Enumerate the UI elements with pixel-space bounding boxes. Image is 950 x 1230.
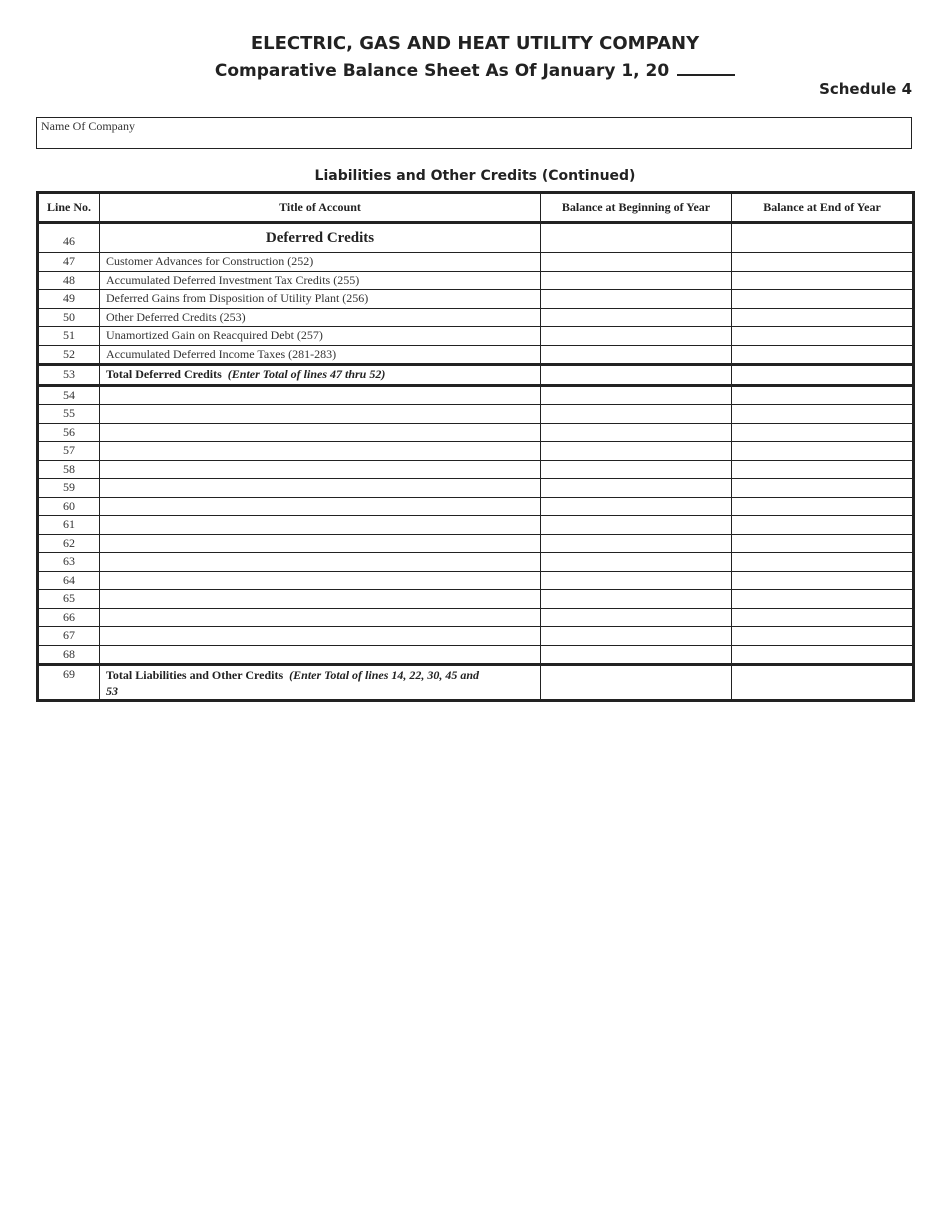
line-number: 68: [38, 645, 100, 665]
column-header-balance-beginning: Balance at Beginning of Year: [541, 193, 732, 223]
table-row: [38, 290, 914, 309]
table-row: [38, 327, 914, 346]
line-number: 55: [38, 405, 100, 424]
balance-beginning-cell[interactable]: [541, 627, 732, 646]
blank-row: [38, 405, 914, 424]
balance-beginning-cell[interactable]: [541, 665, 732, 701]
balance-end-cell[interactable]: [732, 608, 914, 627]
balance-end-cell[interactable]: [732, 460, 914, 479]
column-header-line-no: Line No.: [38, 193, 100, 223]
table-row: [38, 271, 914, 290]
form-title: ELECTRIC, GAS AND HEAT UTILITY COMPANY: [250, 33, 700, 54]
account-title-entry[interactable]: [100, 479, 541, 498]
balance-beginning-cell[interactable]: [541, 253, 732, 272]
balance-beginning-cell[interactable]: [541, 608, 732, 627]
account-title-entry[interactable]: [100, 645, 541, 665]
column-header-title: Title of Account: [100, 193, 541, 223]
balance-beginning-cell[interactable]: [541, 497, 732, 516]
table-row: [38, 308, 914, 327]
line-number: 69: [38, 665, 100, 701]
account-title-entry[interactable]: [100, 442, 541, 461]
total-deferred-credits-title: [100, 365, 541, 386]
balance-end-cell[interactable]: [732, 290, 914, 309]
table-row: [38, 345, 914, 365]
line-number: 52: [38, 345, 100, 365]
section-title: Liabilities and Other Credits (Continued): [314, 168, 636, 184]
company-name-label: Name Of Company: [41, 119, 135, 133]
balance-sheet-table: [36, 191, 915, 702]
blank-row: [38, 627, 914, 646]
total-liabilities-title: [100, 665, 541, 701]
balance-beginning-cell[interactable]: [541, 290, 732, 309]
year-blank-field[interactable]: [677, 60, 735, 76]
line-number: 50: [38, 308, 100, 327]
account-title: Deferred Gains from Disposition of Utility Plant (256): [100, 290, 541, 309]
line-number: 54: [38, 385, 100, 405]
table-header-row: [38, 193, 914, 223]
balance-end-cell[interactable]: [732, 327, 914, 346]
line-number: 51: [38, 327, 100, 346]
blank-row: [38, 608, 914, 627]
balance-beginning-cell[interactable]: [541, 405, 732, 424]
line-number: 62: [38, 534, 100, 553]
balance-end-cell[interactable]: [732, 365, 914, 386]
account-title-entry[interactable]: [100, 608, 541, 627]
line-number: 58: [38, 460, 100, 479]
balance-end-cell[interactable]: [732, 553, 914, 572]
balance-beginning-cell[interactable]: [541, 534, 732, 553]
blank-row: [38, 385, 914, 405]
balance-end-cell[interactable]: [732, 590, 914, 609]
blank-row: [38, 460, 914, 479]
blank-row: [38, 534, 914, 553]
account-title: Other Deferred Credits (253): [100, 308, 541, 327]
blank-row: [38, 590, 914, 609]
balance-beginning-cell[interactable]: [541, 571, 732, 590]
balance-beginning-cell[interactable]: [541, 645, 732, 665]
balance-end-cell[interactable]: [732, 497, 914, 516]
balance-beginning-cell[interactable]: [541, 479, 732, 498]
balance-end-cell[interactable]: [732, 271, 914, 290]
balance-beginning-cell[interactable]: [541, 442, 732, 461]
blank-row: [38, 497, 914, 516]
total-deferred-credits-row: [38, 365, 914, 386]
balance-end-cell[interactable]: [732, 479, 914, 498]
balance-beginning-cell[interactable]: [541, 365, 732, 386]
line-number: 49: [38, 290, 100, 309]
balance-end-cell[interactable]: [732, 534, 914, 553]
total-liabilities-row: [38, 665, 914, 701]
balance-beginning-cell[interactable]: [541, 271, 732, 290]
section-heading: Deferred Credits: [100, 223, 541, 253]
blank-row: [38, 516, 914, 535]
balance-end-cell[interactable]: [732, 571, 914, 590]
blank-row: [38, 442, 914, 461]
total-label: Total Deferred Credits: [106, 367, 222, 382]
line-number: 63: [38, 553, 100, 572]
schedule-label: Schedule 4: [819, 80, 912, 98]
line-number: 64: [38, 571, 100, 590]
column-header-balance-end: Balance at End of Year: [732, 193, 914, 223]
balance-end-cell[interactable]: [732, 627, 914, 646]
account-title-entry[interactable]: [100, 516, 541, 535]
balance-end-cell[interactable]: [732, 665, 914, 701]
account-title-entry[interactable]: [100, 460, 541, 479]
balance-beginning-cell[interactable]: [541, 423, 732, 442]
line-number: 59: [38, 479, 100, 498]
account-title: Customer Advances for Construction (252): [100, 253, 541, 272]
blank-row: [38, 571, 914, 590]
account-title-entry[interactable]: [100, 571, 541, 590]
line-number: 61: [38, 516, 100, 535]
balance-beginning-cell[interactable]: [541, 345, 732, 365]
balance-end-cell[interactable]: [732, 423, 914, 442]
account-title-entry[interactable]: [100, 590, 541, 609]
balance-beginning-cell[interactable]: [541, 590, 732, 609]
balance-end-cell[interactable]: [732, 223, 914, 253]
account-title-entry[interactable]: [100, 553, 541, 572]
total-instruction: (Enter Total of lines 47 thru 52): [227, 367, 386, 382]
account-title: Accumulated Deferred Income Taxes (281-283): [100, 345, 541, 365]
balance-beginning-cell[interactable]: [541, 516, 732, 535]
blank-row: [38, 645, 914, 665]
balance-end-cell[interactable]: [732, 405, 914, 424]
line-number: 57: [38, 442, 100, 461]
balance-end-cell[interactable]: [732, 442, 914, 461]
balance-beginning-cell[interactable]: [541, 385, 732, 405]
line-number: 53: [38, 365, 100, 386]
balance-beginning-cell[interactable]: [541, 223, 732, 253]
line-number: 46: [38, 223, 100, 253]
balance-end-cell[interactable]: [732, 645, 914, 665]
line-number: 47: [38, 253, 100, 272]
balance-end-cell[interactable]: [732, 385, 914, 405]
balance-beginning-cell[interactable]: [541, 308, 732, 327]
balance-end-cell[interactable]: [732, 516, 914, 535]
blank-row: [38, 479, 914, 498]
account-title: Accumulated Deferred Investment Tax Credits (255): [100, 271, 541, 290]
total-label: Total Liabilities and Other Credits: [106, 668, 284, 682]
table-row: [38, 253, 914, 272]
total-instruction: (Enter Total of lines 14, 22, 30, 45 and 53: [106, 668, 480, 698]
balance-beginning-cell[interactable]: [541, 553, 732, 572]
account-title-entry[interactable]: [100, 627, 541, 646]
account-title: Unamortized Gain on Reacquired Debt (257): [100, 327, 541, 346]
blank-row: [38, 423, 914, 442]
line-number: 65: [38, 590, 100, 609]
blank-row: [38, 553, 914, 572]
line-number: 66: [38, 608, 100, 627]
account-title-entry[interactable]: [100, 405, 541, 424]
company-name-field[interactable]: [36, 117, 912, 149]
line-number: 56: [38, 423, 100, 442]
account-title-entry[interactable]: [100, 534, 541, 553]
account-title-entry[interactable]: [100, 385, 541, 405]
balance-end-cell[interactable]: [732, 308, 914, 327]
subtitle-text: Comparative Balance Sheet As Of January 1, 20: [214, 61, 670, 81]
account-title-entry[interactable]: [100, 423, 541, 442]
line-number: 48: [38, 271, 100, 290]
line-number: 60: [38, 497, 100, 516]
balance-beginning-cell[interactable]: [541, 327, 732, 346]
balance-beginning-cell[interactable]: [541, 460, 732, 479]
form-subtitle: [0, 60, 950, 81]
balance-end-cell[interactable]: [732, 253, 914, 272]
line-number: 67: [38, 627, 100, 646]
balance-end-cell[interactable]: [732, 345, 914, 365]
section-heading-row: [38, 223, 914, 253]
account-title-entry[interactable]: [100, 497, 541, 516]
